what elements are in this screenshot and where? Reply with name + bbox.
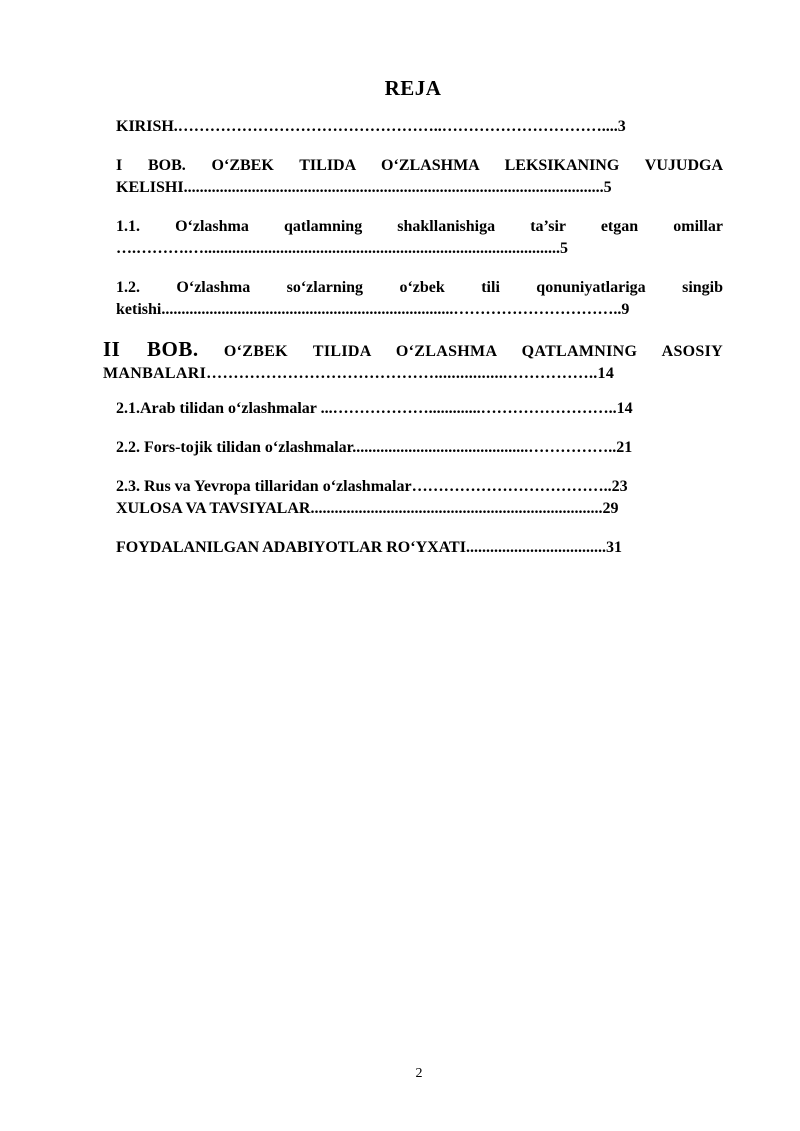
chapter-2-prefix: II BOB. bbox=[103, 337, 199, 361]
toc-entry-section-2-2[interactable]: 2.2. Fors-tojik tilidan o‘zlashmalar............................................……………..21 bbox=[116, 439, 633, 456]
table-of-contents bbox=[103, 116, 723, 559]
toc-entry-section-2-3[interactable]: 2.3. Rus va Yevropa tillaridan o‘zlashmalar………………………………..23 bbox=[116, 478, 628, 495]
toc-entry-section-2-1[interactable]: 2.1.Arab tilidan o‘zlashmalar ...……………….............……………………..14 bbox=[116, 400, 633, 417]
toc-entry-section-1-2[interactable]: 1.2. O‘zlashma so‘zlarning o‘zbek tili qonuniyatlariga singib ketishi.........................................................................…………………………..9 bbox=[116, 279, 723, 318]
toc-entry-conclusion[interactable]: XULOSA VA TAVSIYALAR.........................................................................29 bbox=[116, 500, 619, 517]
toc-entry-section-1-1[interactable]: 1.1. O‘zlashma qatlamning shakllanishiga ta’sir etgan omillar ….……….….........................................................................................5 bbox=[116, 218, 723, 257]
page-number: 2 bbox=[415, 1066, 423, 1081]
chapter-2-title: O‘ZBEK TILIDA O‘ZLASHMA QATLAMNING ASOSIY MANBALARI…………………………………….................……………..14 bbox=[103, 343, 723, 382]
page-title: REJA bbox=[384, 76, 442, 100]
toc-entry-chapter-1[interactable]: I BOB. O‘ZBEK TILIDA O‘ZLASHMA LEKSIKANING VUJUDGA KELISHI.........................................................................................................5 bbox=[116, 157, 723, 196]
toc-entry-intro[interactable]: KIRISH.…………………………………………..…………………………....3 bbox=[116, 118, 626, 135]
toc-entry-chapter-2[interactable] bbox=[103, 338, 723, 385]
toc-entry-bibliography[interactable]: FOYDALANILGAN ADABIYOTLAR RO‘YXATI...................................31 bbox=[116, 539, 622, 556]
